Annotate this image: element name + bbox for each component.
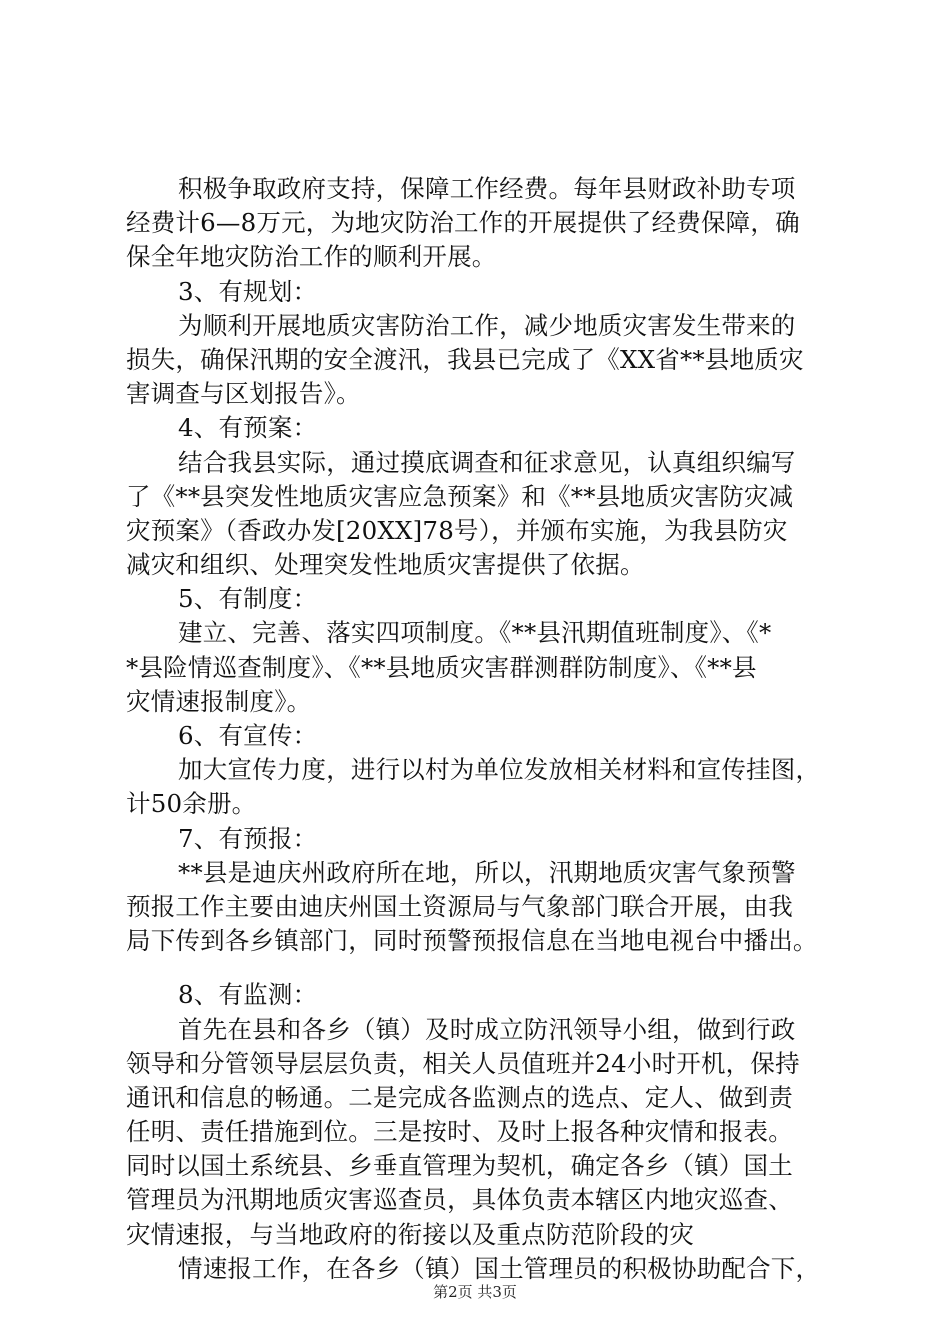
paragraph-line: *县险情巡查制度》、《**县地质灾害群测群防制度》、《**县 [126, 652, 757, 682]
paragraph-line: 预报工作主要由迪庆州国土资源局与气象部门联合开展，由我 [126, 891, 793, 921]
section-heading: 7、有预报： [178, 823, 318, 853]
paragraph-line: 计50余册。 [126, 789, 257, 819]
paragraph-line: 灾预案》（香政办发[20XX]78号），并颁布实施，为我县防灾 [126, 515, 788, 545]
paragraph-line: 首先在县和各乡（镇）及时成立防汛领导小组，做到行政 [178, 1014, 796, 1044]
paragraph-line: 同时以国土系统县、乡垂直管理为契机，确定各乡（镇）国土 [126, 1151, 793, 1181]
paragraph-line: 保全年地灾防治工作的顺利开展。 [126, 242, 497, 272]
paragraph-line: 害调查与区划报告》。 [126, 379, 361, 409]
paragraph-line: 建立、完善、落实四项制度。《**县汛期值班制度》、《* [178, 618, 772, 648]
section-heading: 6、有宣传： [178, 721, 318, 750]
paragraph-line: 减灾和组织、处理突发性地质灾害提供了依据。 [126, 550, 645, 580]
paragraph-line: 局下传到各乡镇部门，同时预警预报信息在当地电视台中播出。 [126, 926, 818, 956]
paragraph-line: 损失，确保汛期的安全渡汛，我县已完成了《XX省**县地质灾 [126, 344, 804, 374]
paragraph-line: 通讯和信息的畅通。二是完成各监测点的选点、定人、做到责 [126, 1082, 793, 1112]
section-heading: 3、有规划： [178, 276, 318, 306]
body-text [126, 172, 838, 1286]
paragraph-line: 管理员为汛期地质灾害巡查员，具体负责本辖区内地灾巡查、 [126, 1185, 793, 1215]
paragraph-line: 为顺利开展地质灾害防治工作，减少地质灾害发生带来的 [178, 310, 796, 340]
paragraph-line: 积极争取政府支持，保障工作经费。每年县财政补助专项 [178, 174, 796, 203]
paragraph-line: 结合我县实际，通过摸底调查和征求意见，认真组织编写 [178, 447, 796, 477]
section-heading: 5、有制度： [178, 584, 318, 614]
paragraph-line: **县是迪庆州政府所在地，所以，汛期地质灾害气象预警 [178, 857, 796, 887]
paragraph-line: 灾情速报制度》。 [126, 686, 312, 716]
paragraph-line: 经费计6—8万元，为地灾防治工作的开展提供了经费保障，确 [126, 208, 800, 238]
section-heading: 4、有预案： [178, 413, 318, 443]
paragraph-line: 情速报工作，在各乡（镇）国土管理员的积极协助配合下， [178, 1253, 821, 1283]
section-heading: 8、有监测： [178, 980, 318, 1010]
paragraph-line: 任明、责任措施到位。三是按时、及时上报各种灾情和报表。 [126, 1117, 793, 1147]
paragraph-line: 了《**县突发性地质灾害应急预案》和《**县地质灾害防灾减 [126, 481, 794, 511]
paragraph-line: 灾情速报，与当地政府的衔接以及重点防范阶段的灾 [126, 1219, 695, 1249]
paragraph-line: 领导和分管领导层层负责，相关人员值班并24小时开机，保持 [126, 1048, 800, 1078]
paragraph-spacer [126, 958, 838, 978]
paragraph-line: 加大宣传力度，进行以村为单位发放相关材料和宣传挂图， [178, 755, 821, 785]
page-footer: 第2页 共3页 [433, 1283, 517, 1301]
